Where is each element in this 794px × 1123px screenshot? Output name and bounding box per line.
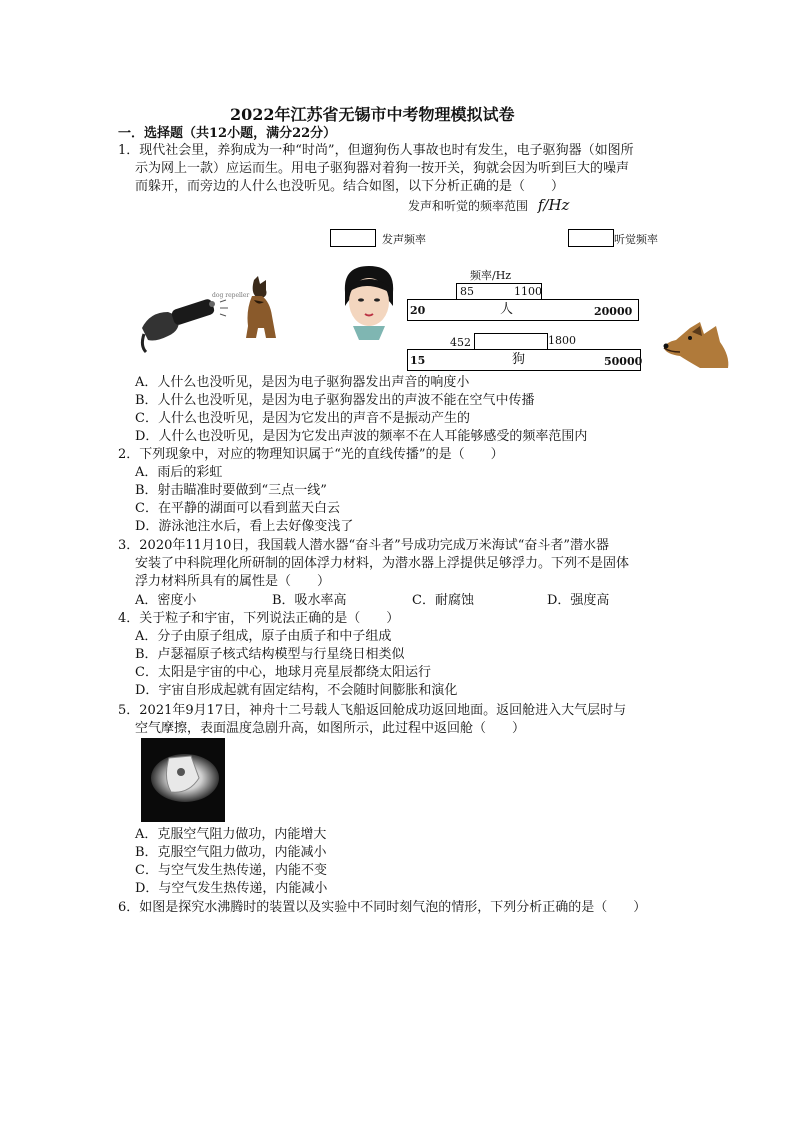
q5-option-c: C．与空气发生热传递，内能不变 <box>135 863 327 878</box>
q6-stem: 6．如图是探究水沸腾时的装置以及实验中不同时刻气泡的情形，下列分析正确的是（ ） <box>118 900 647 915</box>
q2-stem: 2．下列现象中，对应的物理知识属于“光的直线传播”的是（ ） <box>118 447 504 462</box>
q3-option-d: D．强度高 <box>547 593 610 608</box>
dog-hear-low: 15 <box>410 354 426 367</box>
q5-stem-line2: 空气摩擦，表面温度急剧升高，如图所示，此过程中返回舱（ ） <box>135 721 526 736</box>
q1-option-b: B．人什么也没听见，是因为电子驱狗器发出的声波不能在空气中传播 <box>135 393 535 408</box>
return-capsule-image <box>141 738 225 822</box>
q1-option-d: D．人什么也没听见，是因为它发出声波的频率不在人耳能够感受的频率范围内 <box>135 429 588 444</box>
human-face-image <box>335 262 403 340</box>
q5-option-d: D．与空气发生热传递，内能减小 <box>135 881 328 896</box>
legend-hear-swatch <box>568 229 614 247</box>
q2-option-c: C．在平静的湖面可以看到蓝天白云 <box>135 501 340 516</box>
q3-option-c: C．耐腐蚀 <box>412 593 474 608</box>
q5-option-a: A．克服空气阻力做功，内能增大 <box>135 827 327 842</box>
q4-option-b: B．卢瑟福原子核式结构模型与行星绕日相类似 <box>135 647 405 662</box>
human-label: 人 <box>500 302 514 317</box>
dog-head-image <box>660 322 732 370</box>
human-emit-low: 85 <box>460 285 474 298</box>
q3-stem-line3: 浮力材料所具有的属性是（ ） <box>135 574 331 589</box>
figure-caption-unit: f/Hz <box>537 196 570 214</box>
page-title: 2022年江苏省无锡市中考物理模拟试卷 <box>230 105 515 124</box>
section-heading: 一．选择题（共12小题，满分22分） <box>118 126 337 141</box>
q2-option-a: A．雨后的彩虹 <box>135 465 223 480</box>
legend-hear-label: 听觉频率 <box>614 233 658 246</box>
legend-emit-label: 发声频率 <box>382 233 426 246</box>
dog-emit-low: 452 <box>450 336 471 349</box>
q3-option-a: A．密度小 <box>135 593 197 608</box>
dog-hear-high: 50000 <box>604 355 643 368</box>
dog-sitting-image <box>236 276 280 340</box>
q1-option-c: C．人什么也没听见，是因为它发出的声音不是振动产生的 <box>135 411 470 426</box>
q3-option-b: B．吸水率高 <box>272 593 347 608</box>
q3-stem-line1: 3．2020年11月10日，我国载人潜水器“奋斗者”号成功完成万米海试“奋斗者”潜水器 <box>118 538 610 553</box>
dog-emit-high: 1800 <box>548 334 576 347</box>
q4-option-a: A．分子由原子组成，原子由质子和中子组成 <box>135 629 392 644</box>
q3-stem-line2: 安装了中科院理化所研制的固体浮力材料，为潜水器上浮提供足够浮力。下列不是固体 <box>135 556 630 571</box>
q1-stem-line2: 示为网上一款）应运而生。用电子驱狗器对着狗一按开关，狗就会因为听到巨大的噪声 <box>135 161 630 176</box>
q1-stem-line3: 而躲开，而旁边的人什么也没听见。结合如图，以下分析正确的是（ ） <box>135 179 565 194</box>
figure-caption-text: 发声和听觉的频率范围 <box>408 199 529 213</box>
figure-caption <box>408 196 569 214</box>
q2-option-d: D．游泳池注水后，看上去好像变浅了 <box>135 519 354 534</box>
freq-axis-label: 频率/Hz <box>470 269 512 282</box>
human-hear-low: 20 <box>410 304 426 317</box>
dog-repeller-device-image <box>138 290 238 354</box>
q5-option-b: B．克服空气阻力做功，内能减小 <box>135 845 327 860</box>
q4-stem: 4．关于粒子和宇宙，下列说法正确的是（ ） <box>118 611 400 626</box>
dog-label: 狗 <box>512 352 526 367</box>
device-sound-text: dog repeller <box>212 292 250 299</box>
q5-stem-line1: 5．2021年9月17日，神舟十二号载人飞船返回舱成功返回地面。返回舱进入大气层时与 <box>118 703 627 718</box>
human-hear-high: 20000 <box>594 305 633 318</box>
q4-option-c: C．太阳是宇宙的中心，地球月亮星辰都绕太阳运行 <box>135 665 431 680</box>
q4-option-d: D．宇宙自形成起就有固定结构，不会随时间膨胀和演化 <box>135 683 458 698</box>
legend-emit-swatch <box>330 229 376 247</box>
q1-option-a: A．人什么也没听见，是因为电子驱狗器发出声音的响度小 <box>135 375 470 390</box>
q1-stem-line1: 1．现代社会里，养狗成为一种“时尚”，但遛狗伤人事故也时有发生，电子驱狗器（如图所 <box>118 143 634 158</box>
q2-option-b: B．射击瞄准时要做到“三点一线” <box>135 483 327 498</box>
human-emit-high: 1100 <box>514 285 542 298</box>
